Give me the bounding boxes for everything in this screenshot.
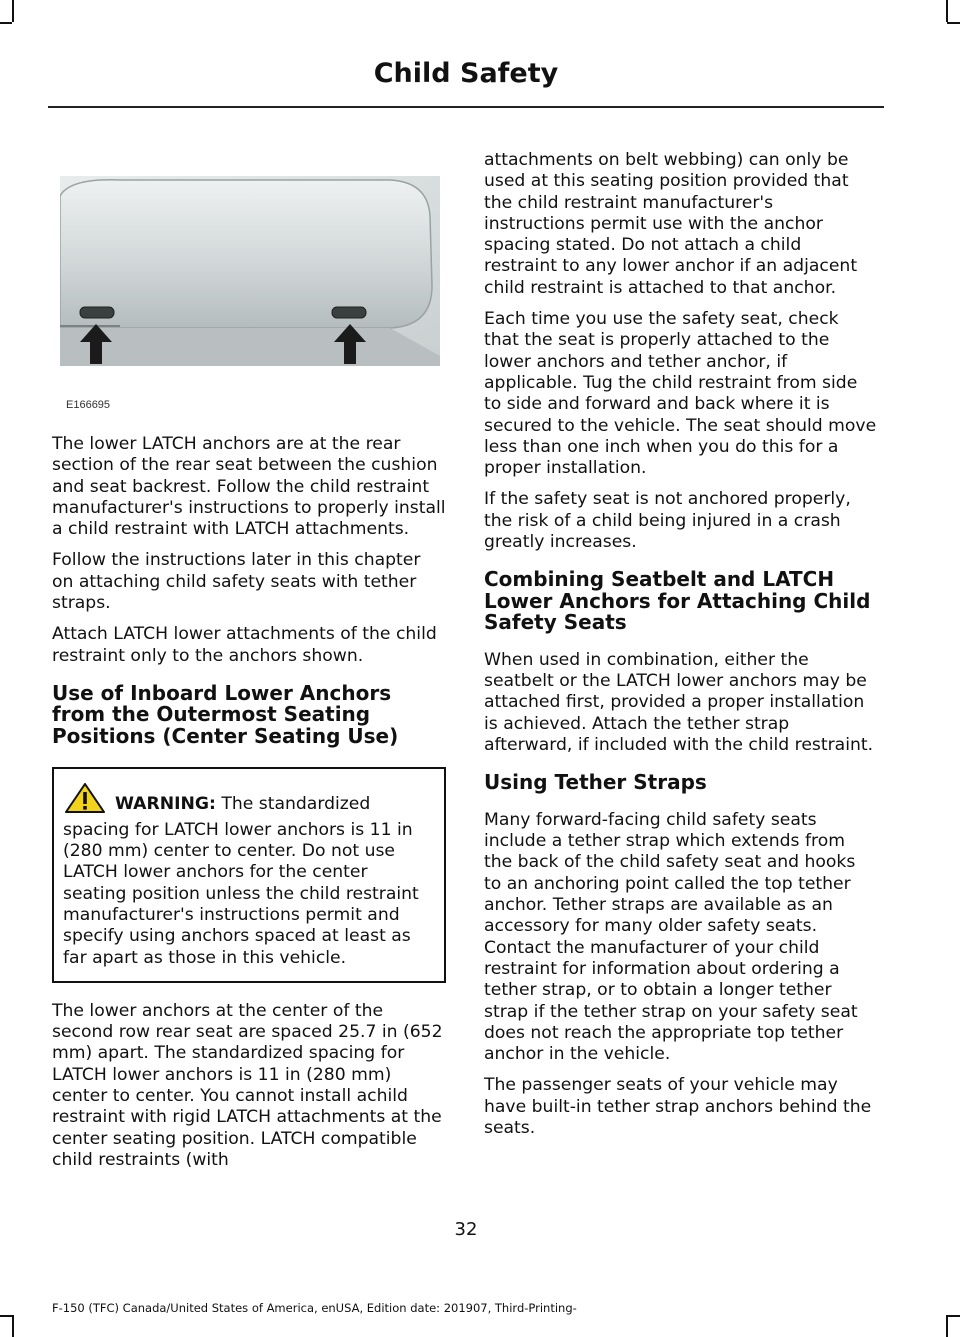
figure-code: E166695: [66, 399, 111, 411]
crop-mark: [947, 1315, 960, 1317]
crop-mark: [12, 1315, 14, 1337]
section-heading: Combining Seatbelt and LATCH Lower Anchors for Attaching Child Safety Seats: [484, 567, 871, 635]
paragraph: The lower anchors at the center of the second row rear seat are spaced 25.7 in (652 mm) apart. The standardized spacing for LATCH lower anchors is 11 in (280 mm) center to center. You cannot install achild restraint with rigid LATCH attachments at the center seating position. LATCH compatible child restraints (with: [52, 1000, 443, 1170]
paragraph: Many forward-facing child safety seats include a tether strap which extends from the back of the child safety seat and hooks to an anchoring point called the top tether anchor. Tether straps are available as an accessory for many older safety seats. Contact the manufacturer of your child restraint for information about ordering a tether strap, or to obtain a longer tether strap if the tether strap on your safety seat does not reach the appropriate top tether anchor in the vehicle.: [484, 809, 858, 1065]
header-divider: [48, 106, 884, 108]
paragraph: When used in combination, either the seatbelt or the LATCH lower anchors may be attached first, provided a proper installation is achieved. Attach the tether strap afterward, if included with the child restraint.: [484, 649, 874, 756]
paragraph: Follow the instructions later in this chapter on attaching child safety seats with tether straps.: [52, 550, 421, 614]
warning-label: WARNING:: [115, 794, 216, 815]
latch-anchor-figure: [52, 158, 442, 418]
paragraph: Attach LATCH lower attachments of the child restraint only to the anchors shown.: [52, 624, 437, 666]
section-heading: Using Tether Straps: [484, 770, 707, 795]
crop-mark: [0, 1315, 12, 1317]
page-number: 32: [454, 1219, 478, 1240]
footer-text: F-150 (TFC) Canada/United States of America, enUSA, Edition date: 201907, Third-Printing-: [52, 1301, 577, 1315]
right-column: [484, 150, 878, 1149]
crop-mark: [12, 0, 14, 22]
paragraph: If the safety seat is not anchored properly, the risk of a child being injured in a crash greatly increases.: [484, 489, 851, 553]
paragraph: attachments on belt webbing) can only be used at this seating position provided that the child restraint manufacturer's instructions permit use with the anchor spacing stated. Do not attach a child restraint to any lower anchor if an adjacent child restraint is attached to that anchor.: [484, 150, 858, 298]
crop-mark: [947, 22, 960, 24]
paragraph: The lower LATCH anchors are at the rear section of the rear seat between the cushion and seat backrest. Follow the child restraint manufacturer's instructions to properly install a child restraint with LATCH attachments.: [52, 434, 446, 540]
section-heading: Use of Inboard Lower Anchors from the Outermost Seating Positions (Center Seating Use): [52, 680, 399, 748]
crop-mark: [0, 22, 12, 24]
crop-mark: [946, 1315, 948, 1337]
warning-triangle-icon: [65, 783, 105, 819]
crop-mark: [946, 0, 948, 22]
warning-box: [52, 767, 446, 982]
paragraph: Each time you use the safety seat, check that the seat is properly attached to the lower anchors and tether anchor, if applicable. Tug the child restraint from side to side and forward and back where it is secured to the vehicle. The seat should move less than one inch when you do this for a proper installation.: [484, 309, 877, 479]
paragraph: The passenger seats of your vehicle may have built-in tether strap anchors behind the seats.: [484, 1075, 872, 1138]
left-column: [52, 140, 446, 1181]
warning-text: The standardized spacing for LATCH lower anchors is 11 in (280 mm) center to center. Do not use LATCH lower anchors for the center seating position unless the child restraint manufacturer's instructions permit and specify using anchors spaced at least as far apart as those in this vehicle.: [63, 794, 419, 968]
page-title: Child Safety: [373, 58, 559, 89]
rear-seat-illustration: [60, 176, 440, 366]
